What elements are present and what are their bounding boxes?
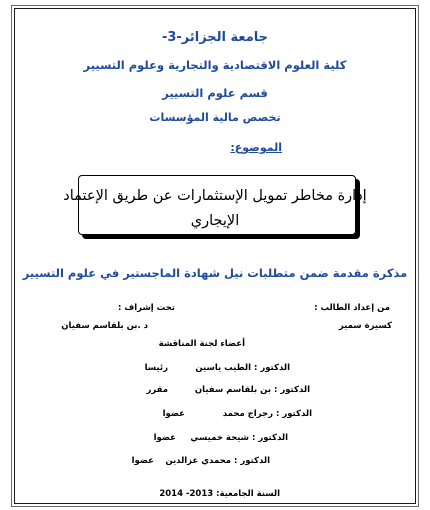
committee-member-2-role: مقرر <box>146 385 168 395</box>
academic-year: السنة الجامعية: 2013- 2014 <box>159 489 280 499</box>
thesis-title-line-2: الإيجاري <box>190 213 240 229</box>
committee-member-1-role: رئيسا <box>144 363 168 373</box>
specialty-name: تخصص مالية المؤسسات <box>149 111 281 124</box>
faculty-name: كلية العلوم الاقتصادية والتجارية وعلوم التسيير <box>83 58 347 72</box>
supervisor-name: د .بن بلقاسم سفيان <box>61 321 148 331</box>
department-name: قسم علوم التسيير <box>162 86 268 100</box>
university-name: جامعة الجزائر-3- <box>161 30 269 45</box>
committee-title: أعضاء لجنة المناقشة <box>158 339 245 349</box>
committee-member-5-name: الدكتور : محمدي عزالدين <box>165 456 270 466</box>
prepared-by-label: من إعداد الطالب : <box>314 303 390 313</box>
student-name: كسيرة سمير <box>338 321 392 331</box>
thesis-title-line-1: إدارة مخاطر تمويل الإستثمارات عن طريق الإعتماد <box>63 188 367 204</box>
memo-statement: مذكرة مقدمة ضمن متطلبات نيل شهادة الماجستير في علوم التسيير <box>22 266 408 280</box>
committee-member-3-name: الدكتور : رجراج محمد <box>222 409 312 419</box>
committee-member-3-role: عضوا <box>162 409 185 419</box>
supervisor-label: تحت إشراف : <box>118 303 175 313</box>
committee-member-5-role: عضوا <box>131 456 154 466</box>
subject-label: الموضوع: <box>230 141 282 154</box>
committee-member-4-role: عضوا <box>153 433 176 443</box>
committee-member-4-name: الدكتور : شيحة خميسي <box>190 433 288 443</box>
committee-member-1-name: الدكتور : الطيب ياسين <box>195 363 290 373</box>
committee-member-2-name: الدكتور : بن بلقاسم سفيان <box>194 385 310 395</box>
page-border <box>14 8 416 504</box>
